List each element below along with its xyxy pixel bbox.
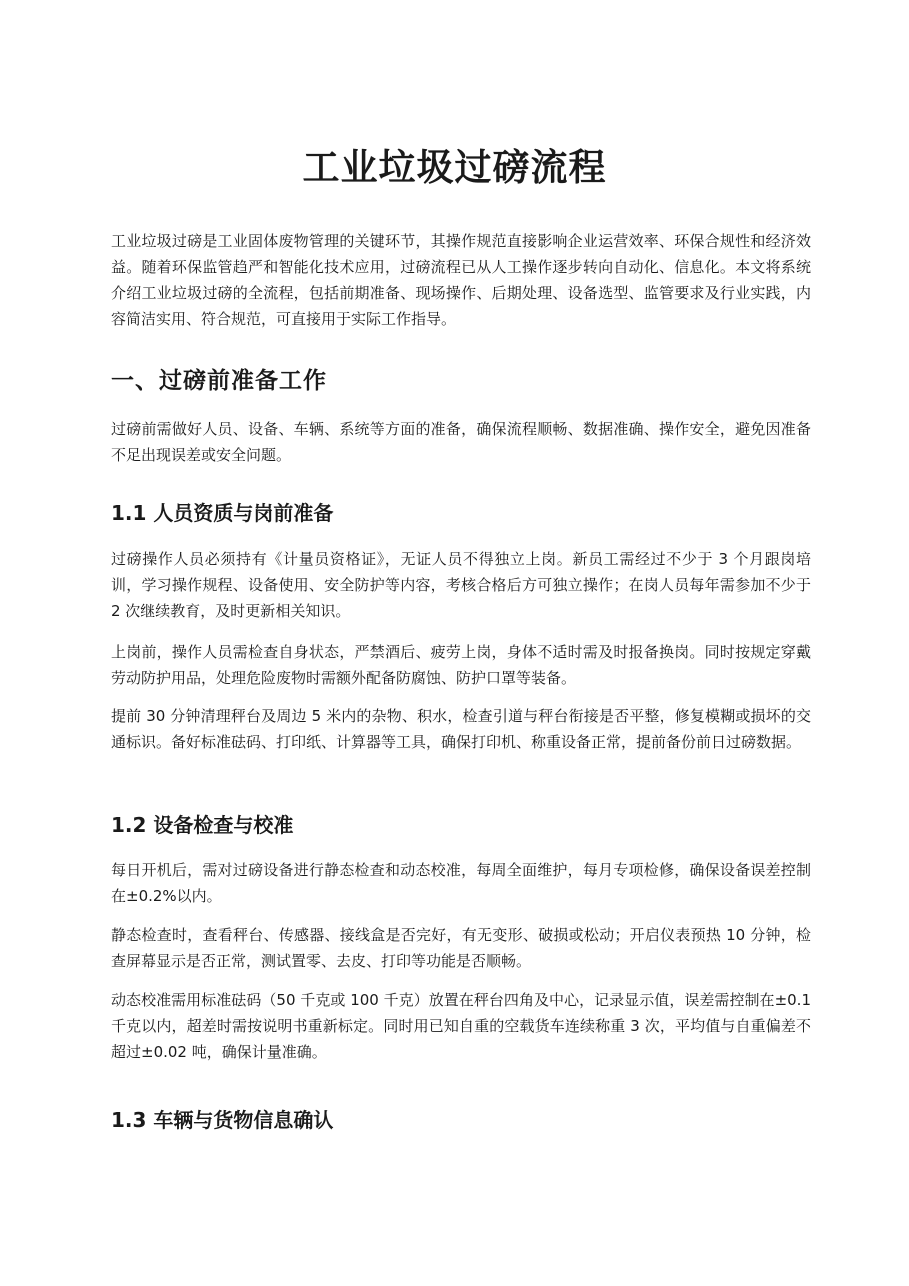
subsection-1-2-paragraph-1: 每日开机后，需对过磅设备进行静态检查和动态校准，每周全面维护，每月专项检修，确保设备误差控制在±0.2%以内。 (111, 861, 811, 905)
section-1-intro-block (111, 416, 811, 468)
document-title: 工业垃圾过磅流程 (302, 146, 607, 189)
subsection-1-1-paragraph-1: 过磅操作人员必须持有《计量员资格证》，无证人员不得独立上岗。新员工需经过不少于 3 个月跟岗培训，学习操作规程、设备使用、安全防护等内容，考核合格后方可独立操作；在岗人员每年需参加不少于 2 次继续教育，及时更新相关知识。 (111, 550, 811, 620)
subsection-1-1-heading: 1.1 人员资质与岗前准备 (111, 501, 334, 525)
section-1-heading: 一、过磅前准备工作 (111, 368, 327, 394)
subsection-1-2-p2-block (111, 922, 811, 974)
subsection-1-2-paragraph-3: 动态校准需用标准砝码（50 千克或 100 千克）放置在秤台四角及中心，记录显示值，误差需控制在±0.1 千克以内，超差时需按说明书重新标定。同时用已知自重的空载货车连续称重 3 次，平均值与自重偏差不超过±0.02 吨，确保计量准确。 (111, 991, 811, 1061)
intro-paragraph: 工业垃圾过磅是工业固体废物管理的关键环节，其操作规范直接影响企业运营效率、环保合规性和经济效益。随着环保监管趋严和智能化技术应用，过磅流程已从人工操作逐步转向自动化、信息化。本文将系统介绍工业垃圾过磅的全流程，包括前期准备、现场操作、后期处理、设备选型、监管要求及行业实践，内容简洁实用、符合规范，可直接用于实际工作指导。 (111, 232, 811, 328)
subsection-1-1-heading-block (111, 497, 811, 529)
section-1-intro-paragraph: 过磅前需做好人员、设备、车辆、系统等方面的准备，确保流程顺畅、数据准确、操作安全，避免因准备不足出现误差或安全问题。 (111, 420, 811, 464)
subsection-1-1-paragraph-3: 提前 30 分钟清理秤台及周边 5 米内的杂物、积水，检查引道与秤台衔接是否平整，修复模糊或损坏的交通标识。备好标准砝码、打印纸、计算器等工具，确保打印机、称重设备正常，提前备份前日过磅数据。 (111, 707, 811, 751)
subsection-1-2-heading-block (111, 809, 811, 841)
subsection-1-3-heading-block (111, 1104, 811, 1136)
subsection-1-3-heading: 1.3 车辆与货物信息确认 (111, 1108, 334, 1132)
subsection-1-1-p1-block (111, 546, 811, 624)
subsection-1-2-heading: 1.2 设备检查与校准 (111, 813, 294, 837)
subsection-1-2-paragraph-2: 静态检查时，查看秤台、传感器、接线盒是否完好，有无变形、破损或松动；开启仪表预热 10 分钟，检查屏幕显示是否正常，测试置零、去皮、打印等功能是否顺畅。 (111, 926, 811, 970)
subsection-1-2-p3-block (111, 987, 811, 1065)
section-1-heading-block (111, 363, 811, 399)
subsection-1-1-paragraph-2: 上岗前，操作人员需检查自身状态，严禁酒后、疲劳上岗，身体不适时需及时报备换岗。同时按规定穿戴劳动防护用品，处理危险废物时需额外配备防腐蚀、防护口罩等装备。 (111, 643, 811, 687)
subsection-1-2-p1-block (111, 857, 811, 909)
subsection-1-1-p3-block (111, 703, 811, 755)
intro-block (111, 228, 811, 332)
subsection-1-1-p2-block (111, 639, 811, 691)
